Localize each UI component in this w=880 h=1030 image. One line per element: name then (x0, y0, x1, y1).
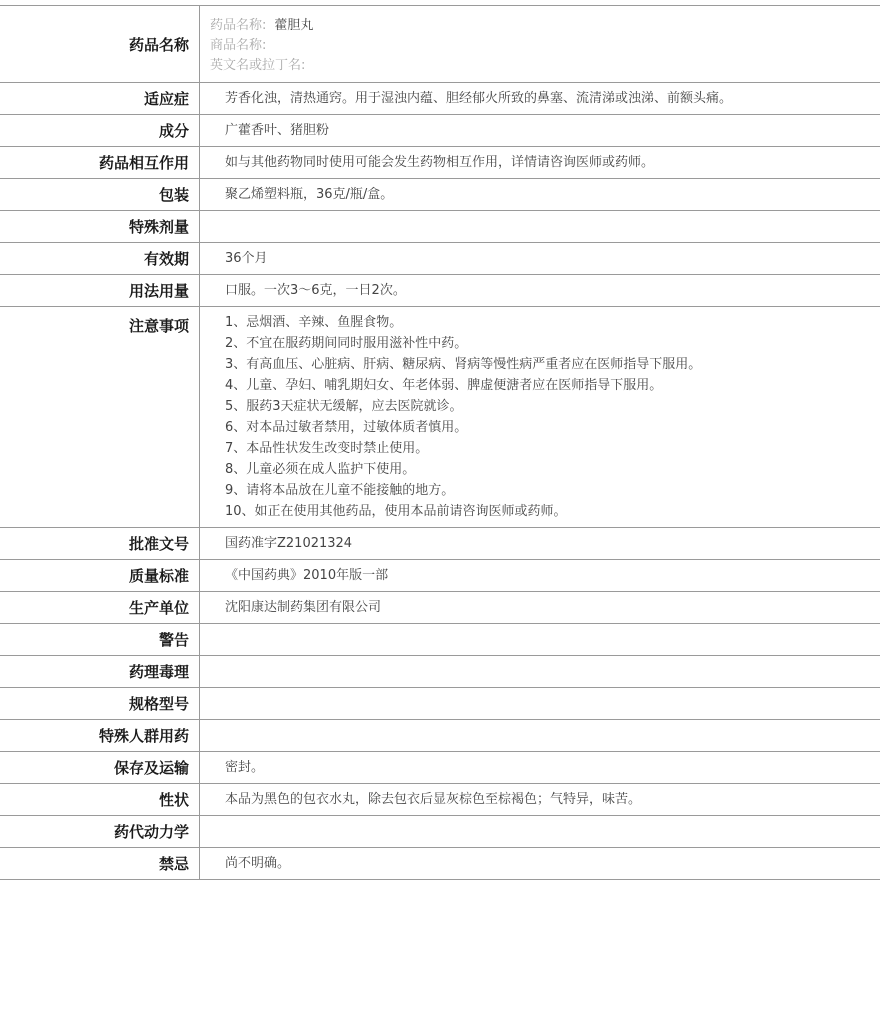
list-item: 5、服药3天症状无缓解，应去医院就诊。 (225, 399, 463, 414)
contraindications-row (0, 848, 880, 880)
list-item: 3、有高血压、心脏病、肝病、糖尿病、肾病等慢性病严重者应在医师指导下服用。 (225, 357, 702, 372)
row-value: 《中国药典》2010年版一部 (225, 567, 389, 583)
row-value (200, 720, 880, 752)
precautions-list (200, 307, 880, 528)
list-item: 8、儿童必须在成人监护下使用。 (225, 462, 416, 477)
english-name-line (210, 56, 880, 76)
dosage-row (0, 275, 880, 307)
row-label: 批准文号 (0, 528, 200, 560)
list-item: 10、如正在使用其他药品，使用本品前请咨询医师或药师。 (225, 504, 567, 519)
row-value: 密封。 (225, 759, 265, 775)
row-value: 本品为黑色的包衣水丸，除去包衣后显灰棕色至棕褐色；气特异，味苦。 (225, 791, 642, 807)
ingredients-row (0, 115, 880, 147)
trade-name-key: 商品名称: (210, 38, 267, 53)
list-item: 9、请将本品放在儿童不能接触的地方。 (225, 483, 455, 498)
row-label: 有效期 (0, 243, 200, 275)
storage-row (0, 752, 880, 784)
description-row (0, 784, 880, 816)
list-item: 4、儿童、孕妇、哺乳期妇女、年老体弱、脾虚便溏者应在医师指导下服用。 (225, 378, 663, 393)
packaging-row (0, 179, 880, 211)
row-value: 36个月 (225, 250, 268, 266)
drug-interactions-row (0, 147, 880, 179)
row-value: 广藿香叶、猪胆粉 (225, 122, 330, 138)
generic-name-key: 药品名称: (210, 18, 267, 33)
list-item: 7、本品性状发生改变时禁止使用。 (225, 441, 429, 456)
row-value (200, 816, 880, 848)
row-label: 质量标准 (0, 560, 200, 592)
list-item: 2、不宜在服药期间同时服用滋补性中药。 (225, 336, 468, 351)
row-label: 生产单位 (0, 592, 200, 624)
row-label: 成分 (0, 115, 200, 147)
english-name-key: 英文名或拉丁名: (210, 58, 306, 73)
row-label: 规格型号 (0, 688, 200, 720)
row-value: 如与其他药物同时使用可能会发生药物相互作用，详情请咨询医师或药师。 (225, 154, 655, 170)
row-value: 聚乙烯塑料瓶，36克/瓶/盒。 (225, 186, 394, 202)
row-label: 特殊剂量 (0, 211, 200, 243)
row-value (200, 211, 880, 243)
row-value: 口服。一次3～6克，一日2次。 (225, 282, 406, 298)
row-label: 警告 (0, 624, 200, 656)
row-label: 适应症 (0, 83, 200, 115)
list-item: 6、对本品过敏者禁用，过敏体质者慎用。 (225, 420, 468, 435)
shelf-life-row (0, 243, 880, 275)
precautions-row (0, 307, 880, 528)
pharmacology-row (0, 656, 880, 688)
approval-number-row (0, 528, 880, 560)
special-dosage-row (0, 211, 880, 243)
special-population-row (0, 720, 880, 752)
list-item: 1、忌烟酒、辛辣、鱼腥食物。 (225, 315, 403, 330)
quality-standard-row (0, 560, 880, 592)
generic-name-value: 藿胆丸 (274, 18, 314, 33)
drug-name-row (0, 6, 880, 83)
row-label: 禁忌 (0, 848, 200, 880)
trade-name-line (210, 36, 880, 56)
generic-name-line (210, 16, 880, 36)
indications-row (0, 83, 880, 115)
row-value: 芳香化浊，清热通窍。用于湿浊内蕴、胆经郁火所致的鼻塞、流清涕或浊涕、前额头痛。 (225, 90, 733, 106)
drug-info-table (0, 5, 880, 880)
row-label: 保存及运输 (0, 752, 200, 784)
row-label: 药品名称 (0, 6, 200, 83)
row-value (200, 624, 880, 656)
row-label: 性状 (0, 784, 200, 816)
row-label: 用法用量 (0, 275, 200, 307)
warning-row (0, 624, 880, 656)
row-value: 国药准字Z21021324 (225, 535, 353, 551)
row-label: 药品相互作用 (0, 147, 200, 179)
row-value (200, 656, 880, 688)
row-label: 包装 (0, 179, 200, 211)
drug-name-details (200, 6, 880, 83)
manufacturer-row (0, 592, 880, 624)
pharmacokinetics-row (0, 816, 880, 848)
row-label: 药理毒理 (0, 656, 200, 688)
row-label: 药代动力学 (0, 816, 200, 848)
specification-row (0, 688, 880, 720)
row-value (200, 688, 880, 720)
row-label: 注意事项 (0, 307, 200, 528)
row-value: 沈阳康达制药集团有限公司 (225, 599, 382, 615)
row-label: 特殊人群用药 (0, 720, 200, 752)
row-value: 尚不明确。 (225, 855, 291, 871)
